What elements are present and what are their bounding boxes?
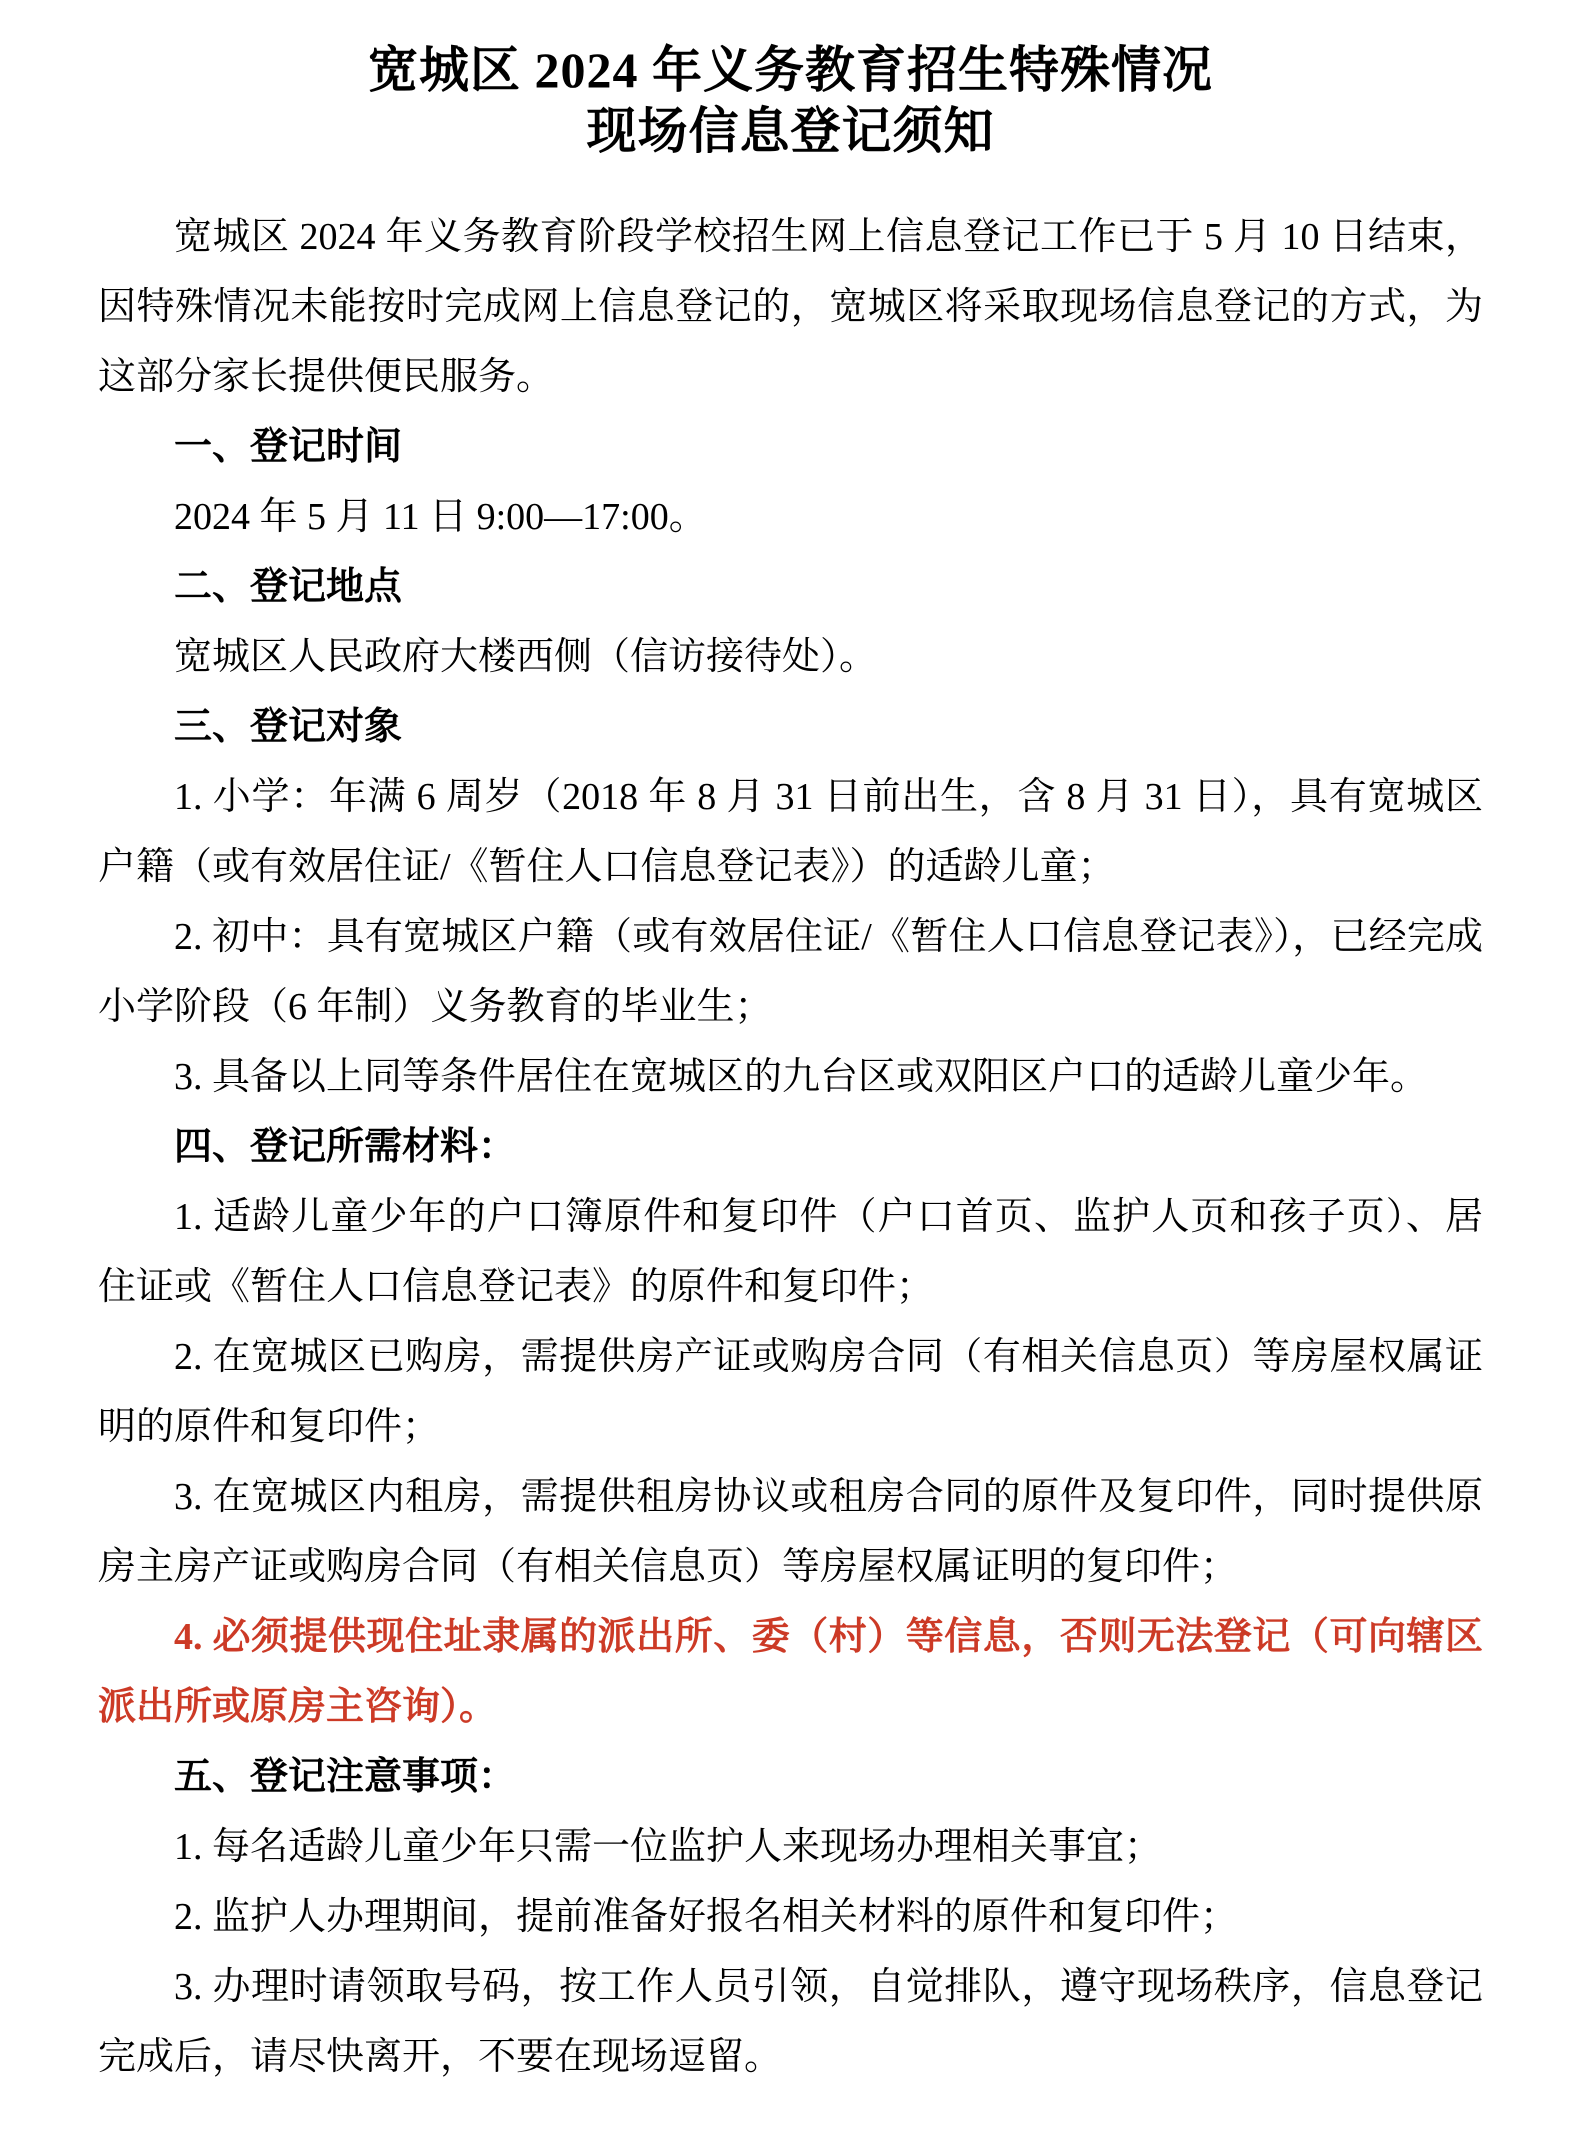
page-title [98, 40, 1483, 162]
title-line-1: 宽城区 2024 年义务教育招生特殊情况 [368, 42, 1213, 98]
registration-time: 2024 年 5 月 11 日 9:00—17:00。 [174, 496, 707, 538]
section-heading-materials: 四、登记所需材料： [174, 1126, 517, 1168]
material-item-rented-house: 3. 在宽城区内租房，需提供租房协议或租房合同的原件及复印件，同时提供原房主房产证或购房合同（有相关信息页）等房屋权属证明的复印件； [98, 1476, 1483, 1588]
registration-location: 宽城区人民政府大楼西侧（信访接待处）。 [174, 636, 878, 678]
target-item-equivalent: 3. 具备以上同等条件居住在宽城区的九台区或双阳区户口的适龄儿童少年。 [174, 1056, 1429, 1098]
target-item-junior-high: 2. 初中：具有宽城区户籍（或有效居住证/《暂住人口信息登记表》），已经完成小学阶段（6 年制）义务教育的毕业生； [98, 916, 1483, 1028]
section-heading-location: 二、登记地点 [174, 566, 403, 608]
section-heading-time: 一、登记时间 [174, 426, 403, 468]
note-item-queue-order: 3. 办理时请领取号码，按工作人员引领，自觉排队，遵守现场秩序，信息登记完成后，请尽快离开，不要在现场逗留。 [98, 1966, 1483, 2078]
material-item-police-station-required: 4. 必须提供现住址隶属的派出所、委（村）等信息，否则无法登记（可向辖区派出所或原房主咨询）。 [98, 1616, 1483, 1728]
note-item-one-guardian: 1. 每名适龄儿童少年只需一位监护人来现场办理相关事宜； [174, 1826, 1163, 1868]
title-line-2: 现场信息登记须知 [586, 103, 995, 159]
target-item-primary-school: 1. 小学：年满 6 周岁（2018 年 8 月 31 日前出生，含 8 月 31 日），具有宽城区户籍（或有效居住证/《暂住人口信息登记表》）的适龄儿童； [98, 776, 1483, 888]
section-heading-targets: 三、登记对象 [174, 706, 403, 748]
section-heading-notes: 五、登记注意事项： [174, 1756, 517, 1798]
intro-paragraph: 宽城区 2024 年义务教育阶段学校招生网上信息登记工作已于 5 月 10 日结束，因特殊情况未能按时完成网上信息登记的，宽城区将采取现场信息登记的方式，为这部分家长提供便民服务。 [98, 216, 1483, 398]
material-item-hukou: 1. 适龄儿童少年的户口簿原件和复印件（户口首页、监护人页和孩子页）、居住证或《暂住人口信息登记表》的原件和复印件； [98, 1196, 1483, 1308]
material-item-purchased-house: 2. 在宽城区已购房，需提供房产证或购房合同（有相关信息页）等房屋权属证明的原件和复印件； [98, 1336, 1483, 1448]
note-item-prepare-materials: 2. 监护人办理期间，提前准备好报名相关材料的原件和复印件； [174, 1896, 1239, 1938]
